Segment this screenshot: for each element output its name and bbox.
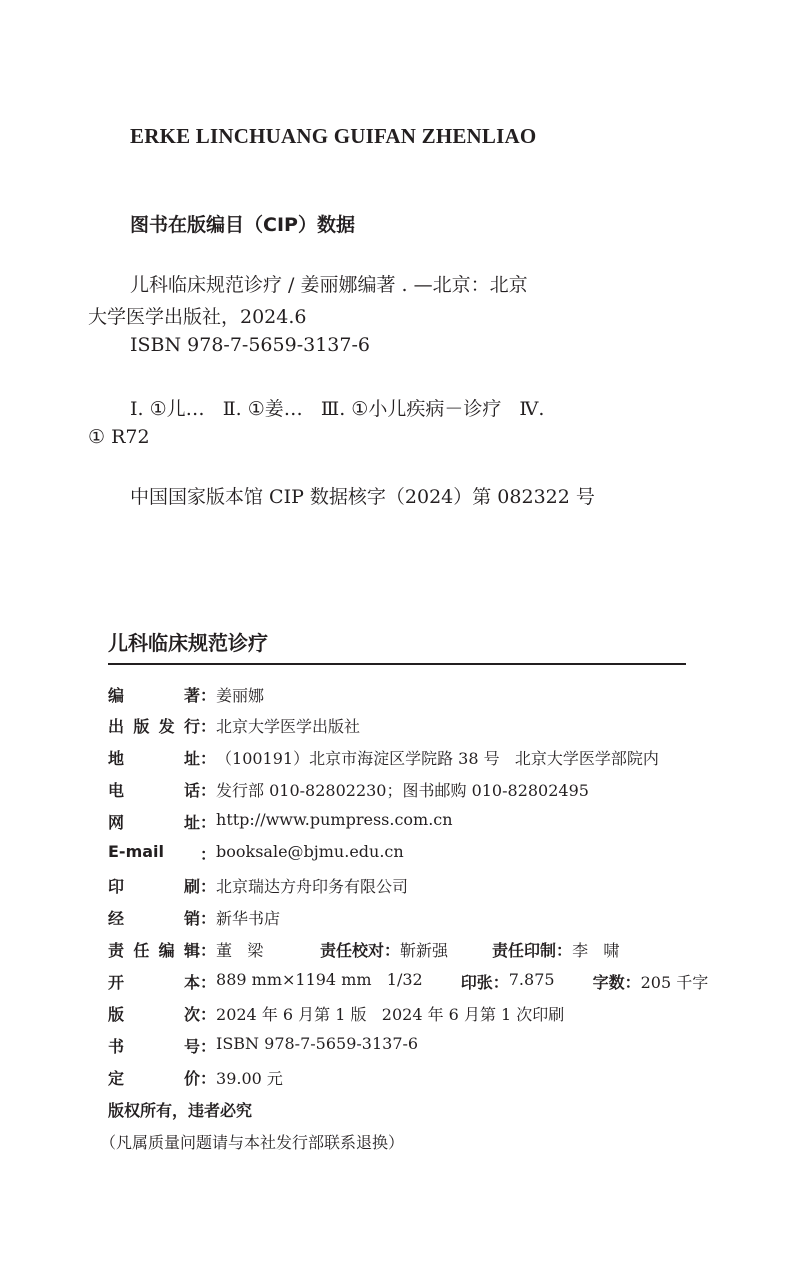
pinyin-title: ERKE LINCHUANG GUIFAN ZHENLIAO: [130, 124, 537, 148]
isbn-value: ISBN 978-7-5659-3137-6: [216, 1034, 419, 1053]
cip-line-3: ISBN 978-7-5659-3137-6: [130, 334, 370, 356]
format-label: 开本: [108, 973, 200, 992]
isbn-label: 书号: [108, 1037, 200, 1056]
return-notice: （凡属质量问题请与本社发行部联系退换）: [100, 1133, 405, 1152]
email-row: E-mail ： booksale@bjmu.edu.cn: [108, 842, 404, 864]
copyright-notice: 版权所有，违者必究: [108, 1101, 253, 1120]
author-row: 编著 ： 姜丽娜: [108, 683, 264, 706]
cip-line-6: 中国国家版本馆 CIP 数据核字（2024）第 082322 号: [130, 486, 595, 508]
distributor-value: 新华书店: [216, 909, 281, 928]
website-value: http://www.pumpress.com.cn: [216, 810, 453, 829]
price-value: 39.00 元: [216, 1069, 283, 1088]
printer-row: 印刷 ： 北京瑞达方舟印务有限公司: [108, 874, 408, 897]
title-divider: [108, 663, 686, 665]
print-manager-label: 责任印制：: [492, 941, 573, 960]
cip-line-1: 儿科临床规范诊疗 / 姜丽娜编著 . —北京：北京: [130, 274, 528, 296]
address-row: 地址 ： （100191）北京市海淀区学院路 38 号 北京大学医学部院内: [108, 746, 659, 769]
print-manager-value: 李 啸: [572, 941, 620, 960]
website-row: 网址 ： http://www.pumpress.com.cn: [108, 810, 453, 832]
cip-heading: 图书在版编目（CIP）数据: [130, 214, 355, 236]
format-row: 开本 ： 889 mm×1194 mm 1/32 印张： 7.875 字数： 205 千字: [108, 970, 709, 992]
printer-value: 北京瑞达方舟印务有限公司: [216, 877, 409, 896]
author-label: 编著: [108, 686, 200, 705]
email-value: booksale@bjmu.edu.cn: [216, 842, 404, 861]
cip-line-5: ① R72: [88, 426, 150, 448]
edition-label: 版次: [108, 1005, 200, 1024]
website-label: 网址: [108, 813, 200, 832]
book-title: 儿科临床规范诊疗: [108, 631, 268, 655]
wordcount-value: 205 千字: [640, 973, 709, 992]
proofreader-label: 责任校对：: [320, 941, 401, 960]
publisher-value: 北京大学医学出版社: [216, 717, 361, 736]
distributor-label: 经销: [108, 909, 200, 928]
distributor-row: 经销 ： 新华书店: [108, 906, 280, 929]
address-value: （100191）北京市海淀区学院路 38 号 北京大学医学部院内: [216, 749, 659, 768]
publisher-label: 出版发行: [108, 717, 200, 736]
wordcount-label: 字数：: [592, 973, 641, 992]
email-label: E-mail: [108, 842, 165, 861]
editor-value: 董 梁: [216, 941, 264, 960]
responsibility-row: 责任编辑 ： 董 梁 责任校对： 靳新强 责任印制： 李 啸: [108, 938, 619, 961]
author-value: 姜丽娜: [216, 686, 265, 705]
format-value: 889 mm×1194 mm 1/32: [216, 970, 423, 989]
cip-line-4: Ⅰ. ①儿… Ⅱ. ①姜… Ⅲ. ①小儿疾病－诊疗 Ⅳ.: [130, 398, 545, 420]
proofreader-value: 靳新强: [400, 941, 449, 960]
phone-label: 电话: [108, 781, 200, 800]
printer-label: 印刷: [108, 877, 200, 896]
price-row: 定价 ： 39.00 元: [108, 1066, 283, 1089]
phone-value: 发行部 010-82802230；图书邮购 010-82802495: [216, 781, 589, 800]
phone-row: 电话 ： 发行部 010-82802230；图书邮购 010-82802495: [108, 778, 589, 801]
cip-line-2: 大学医学出版社，2024.6: [88, 306, 307, 328]
editor-label: 责任编辑: [108, 941, 200, 960]
price-label: 定价: [108, 1069, 200, 1088]
edition-value: 2024 年 6 月第 1 版 2024 年 6 月第 1 次印刷: [216, 1005, 565, 1024]
address-label: 地址: [108, 749, 200, 768]
edition-row: 版次 ： 2024 年 6 月第 1 版 2024 年 6 月第 1 次印刷: [108, 1002, 564, 1025]
sheets-value: 7.875: [508, 970, 555, 989]
publisher-row: 出版发行 ： 北京大学医学出版社: [108, 714, 360, 737]
sheets-label: 印张：: [460, 973, 509, 992]
isbn-row: 书号 ： ISBN 978-7-5659-3137-6: [108, 1034, 419, 1056]
